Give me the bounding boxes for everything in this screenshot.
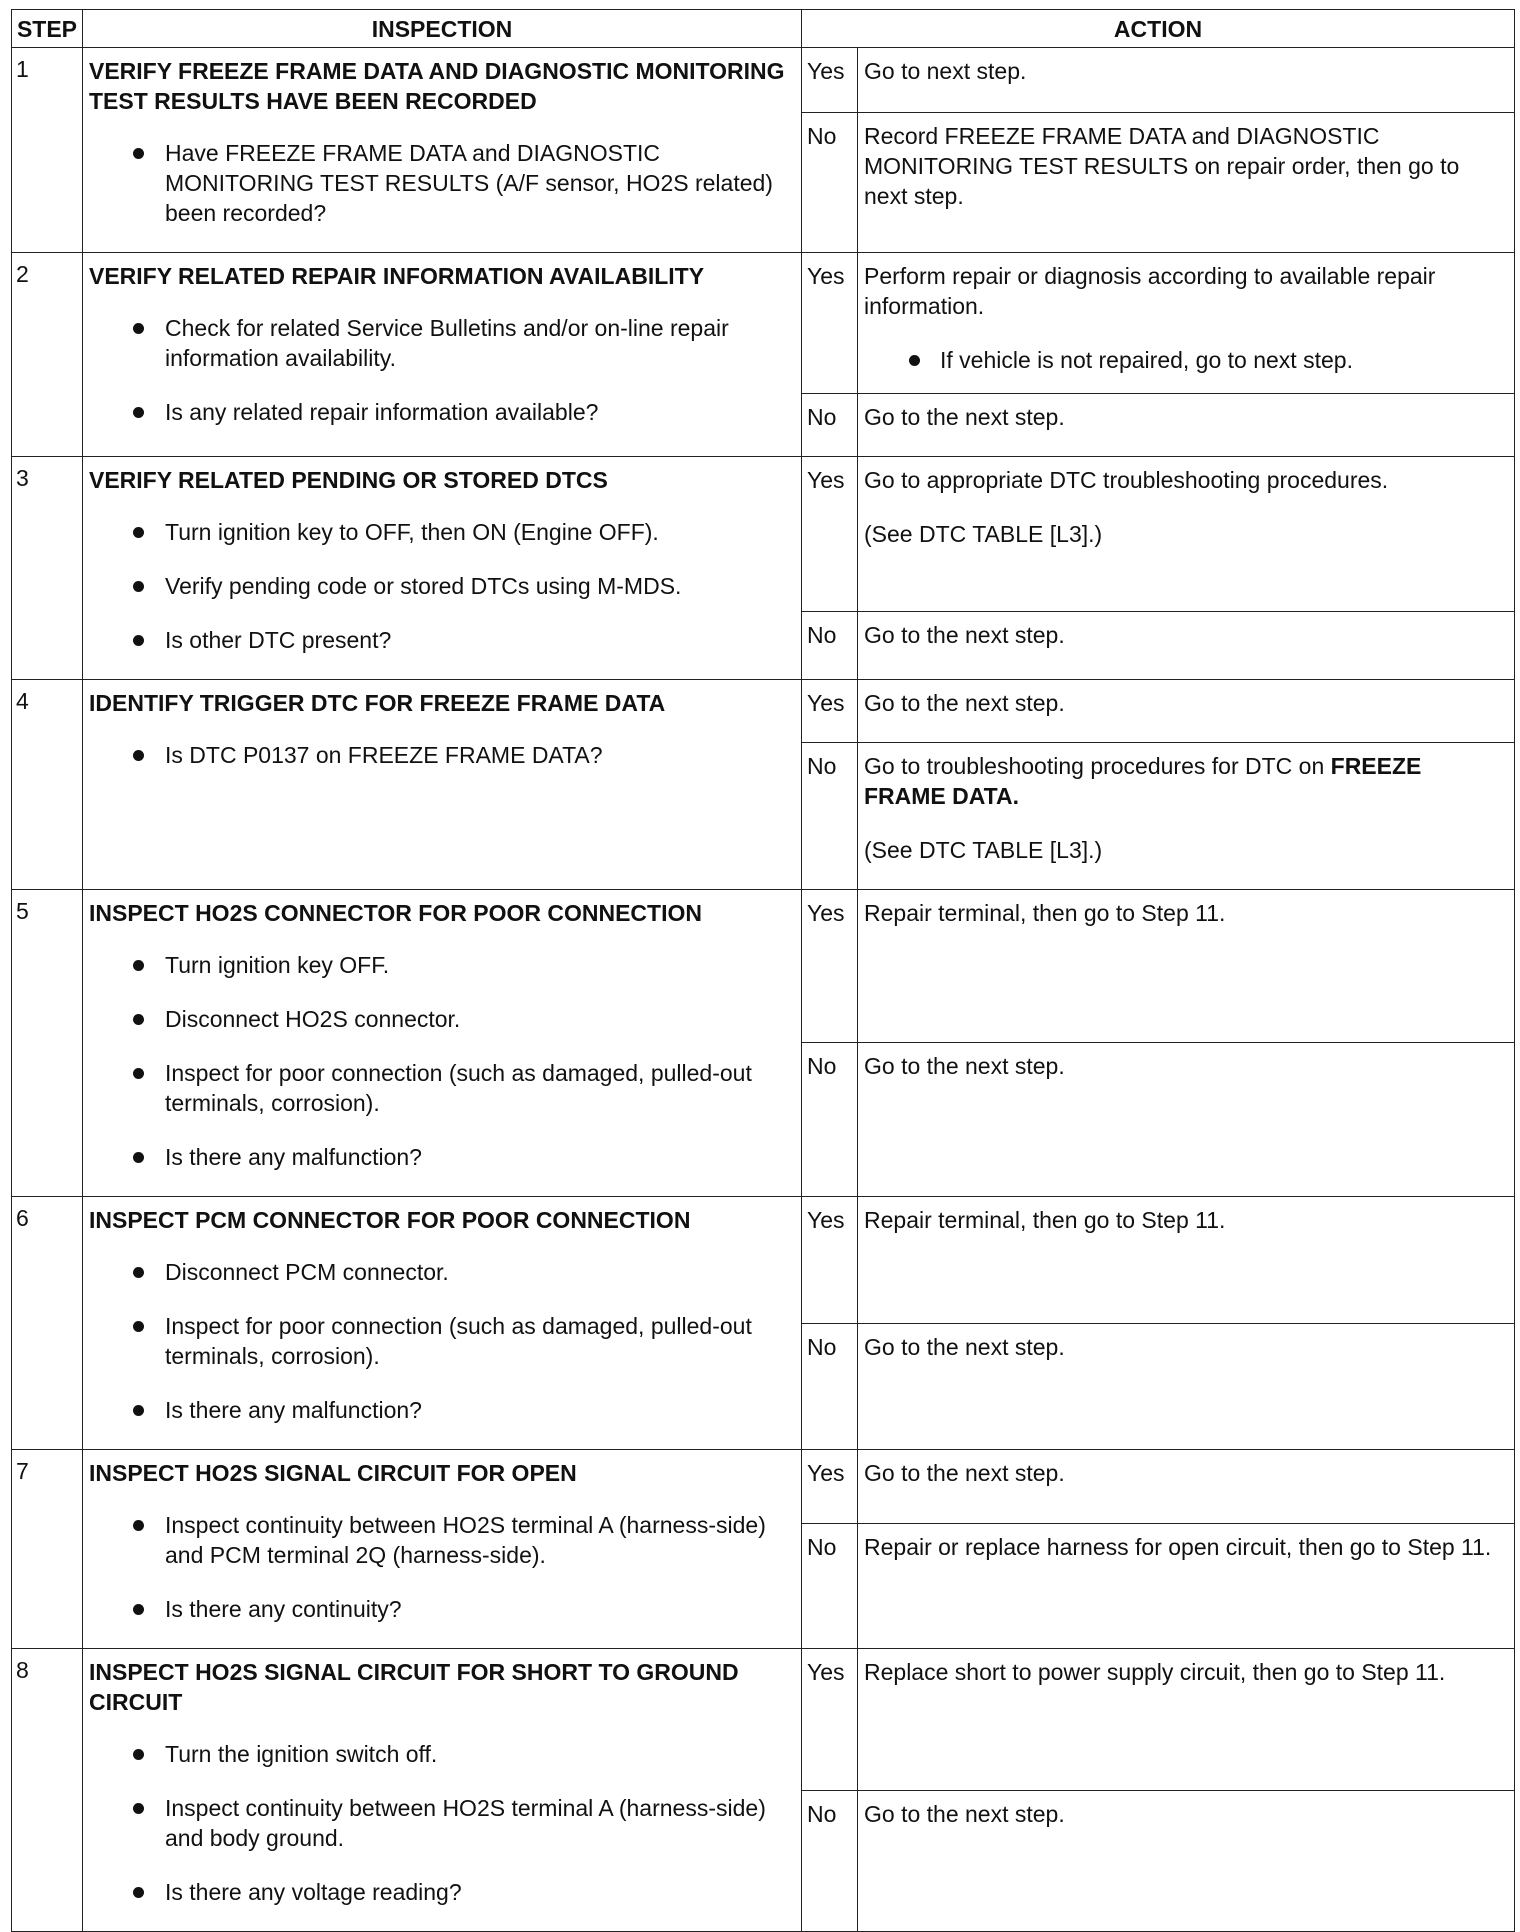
no-label: No bbox=[802, 113, 858, 253]
yes-label: Yes bbox=[802, 253, 858, 394]
inspection-bullet: Inspect continuity between HO2S terminal A (harness-side) and PCM terminal 2Q (harness-side). bbox=[89, 1510, 793, 1570]
step-row-4-yes bbox=[12, 680, 1515, 743]
inspection-bullet: Turn ignition key to OFF, then ON (Engine OFF). bbox=[89, 517, 793, 547]
yes-action: Replace short to power supply circuit, then go to Step 11. bbox=[858, 1649, 1515, 1791]
step-title: INSPECT HO2S SIGNAL CIRCUIT FOR SHORT TO GROUND CIRCUIT bbox=[89, 1659, 739, 1715]
step-number: 1 bbox=[12, 48, 83, 253]
inspection-bullet: Turn the ignition switch off. bbox=[89, 1739, 793, 1769]
yes-label: Yes bbox=[802, 48, 858, 113]
action-bullet: If vehicle is not repaired, go to next step. bbox=[864, 345, 1508, 375]
step-row-6-yes bbox=[12, 1197, 1515, 1324]
table-header-row bbox=[12, 10, 1515, 48]
no-label: No bbox=[802, 1042, 858, 1196]
step-title: INSPECT HO2S SIGNAL CIRCUIT FOR OPEN bbox=[89, 1460, 577, 1486]
step-row-3-yes bbox=[12, 457, 1515, 612]
header-action: ACTION bbox=[802, 10, 1515, 48]
no-label: No bbox=[802, 1324, 858, 1450]
no-action: Go to the next step. bbox=[858, 1042, 1515, 1196]
yes-label: Yes bbox=[802, 1649, 858, 1791]
inspection-bullet: Is DTC P0137 on FREEZE FRAME DATA? bbox=[89, 740, 793, 770]
action-note: (See DTC TABLE [L3].) bbox=[864, 521, 1103, 547]
step-number: 5 bbox=[12, 890, 83, 1197]
no-label: No bbox=[802, 394, 858, 457]
yes-action: Go to the next step. bbox=[858, 1450, 1515, 1524]
inspection-bullet: Is any related repair information available? bbox=[89, 397, 793, 427]
step-title: VERIFY FREEZE FRAME DATA AND DIAGNOSTIC MONITORING TEST RESULTS HAVE BEEN RECORDED bbox=[89, 58, 785, 114]
no-label: No bbox=[802, 612, 858, 680]
inspection-cell bbox=[83, 253, 802, 457]
no-action: Go to the next step. bbox=[858, 1324, 1515, 1450]
inspection-cell bbox=[83, 48, 802, 253]
step-title: INSPECT HO2S CONNECTOR FOR POOR CONNECTION bbox=[89, 900, 702, 926]
yes-action: Repair terminal, then go to Step 11. bbox=[858, 1197, 1515, 1324]
inspection-bullet: Verify pending code or stored DTCs using M-MDS. bbox=[89, 571, 793, 601]
yes-action: Perform repair or diagnosis according to available repair information. If vehicle is not repaired, go to next step. bbox=[858, 253, 1515, 394]
step-row-7-yes bbox=[12, 1450, 1515, 1524]
yes-label: Yes bbox=[802, 1197, 858, 1324]
step-row-1-yes bbox=[12, 48, 1515, 113]
inspection-bullet: Check for related Service Bulletins and/or on-line repair information availability. bbox=[89, 313, 793, 373]
step-title: VERIFY RELATED REPAIR INFORMATION AVAILABILITY bbox=[89, 263, 705, 289]
inspection-cell bbox=[83, 1450, 802, 1649]
inspection-bullet: Is there any continuity? bbox=[89, 1594, 793, 1624]
yes-label: Yes bbox=[802, 680, 858, 743]
inspection-bullet: Disconnect PCM connector. bbox=[89, 1257, 793, 1287]
action-note: (See DTC TABLE [L3].) bbox=[864, 837, 1103, 863]
header-inspection: INSPECTION bbox=[83, 10, 802, 48]
step-title: IDENTIFY TRIGGER DTC FOR FREEZE FRAME DATA bbox=[89, 690, 666, 716]
no-action: Go to troubleshooting procedures for DTC on FREEZE FRAME DATA. (See DTC TABLE [L3].) bbox=[858, 743, 1515, 890]
no-label: No bbox=[802, 1523, 858, 1648]
inspection-cell bbox=[83, 1197, 802, 1450]
step-number: 8 bbox=[12, 1649, 83, 1932]
step-number: 7 bbox=[12, 1450, 83, 1649]
inspection-bullet: Disconnect HO2S connector. bbox=[89, 1004, 793, 1034]
no-label: No bbox=[802, 743, 858, 890]
inspection-bullet: Inspect continuity between HO2S terminal A (harness-side) and body ground. bbox=[89, 1793, 793, 1853]
inspection-bullet: Is there any malfunction? bbox=[89, 1395, 793, 1425]
no-action: Go to the next step. bbox=[858, 394, 1515, 457]
yes-action: Go to the next step. bbox=[858, 680, 1515, 743]
step-row-2-yes bbox=[12, 253, 1515, 394]
yes-label: Yes bbox=[802, 1450, 858, 1524]
inspection-bullet: Have FREEZE FRAME DATA and DIAGNOSTIC MONITORING TEST RESULTS (A/F sensor, HO2S related) been recorded? bbox=[89, 138, 793, 228]
step-number: 4 bbox=[12, 680, 83, 890]
no-action: Go to the next step. bbox=[858, 612, 1515, 680]
inspection-bullet: Is there any voltage reading? bbox=[89, 1877, 793, 1907]
no-action: Go to the next step. bbox=[858, 1790, 1515, 1932]
inspection-bullet: Turn ignition key OFF. bbox=[89, 950, 793, 980]
no-action: Record FREEZE FRAME DATA and DIAGNOSTIC MONITORING TEST RESULTS on repair order, then go to next step. bbox=[858, 113, 1515, 253]
yes-action: Go to appropriate DTC troubleshooting procedures. (See DTC TABLE [L3].) bbox=[858, 457, 1515, 612]
no-action: Repair or replace harness for open circuit, then go to Step 11. bbox=[858, 1523, 1515, 1648]
step-row-5-yes bbox=[12, 890, 1515, 1043]
inspection-cell bbox=[83, 680, 802, 890]
yes-label: Yes bbox=[802, 890, 858, 1043]
inspection-cell bbox=[83, 457, 802, 680]
step-number: 3 bbox=[12, 457, 83, 680]
inspection-bullet: Is there any malfunction? bbox=[89, 1142, 793, 1172]
step-number: 6 bbox=[12, 1197, 83, 1450]
inspection-cell bbox=[83, 1649, 802, 1932]
yes-action: Go to next step. bbox=[858, 48, 1515, 113]
diagnostic-procedure-table bbox=[11, 9, 1515, 1932]
step-title: VERIFY RELATED PENDING OR STORED DTCS bbox=[89, 467, 608, 493]
inspection-bullet: Inspect for poor connection (such as damaged, pulled-out terminals, corrosion). bbox=[89, 1058, 793, 1118]
step-row-8-yes bbox=[12, 1649, 1515, 1791]
no-label: No bbox=[802, 1790, 858, 1932]
step-title: INSPECT PCM CONNECTOR FOR POOR CONNECTION bbox=[89, 1207, 691, 1233]
yes-action: Repair terminal, then go to Step 11. bbox=[858, 890, 1515, 1043]
inspection-bullet: Inspect for poor connection (such as damaged, pulled-out terminals, corrosion). bbox=[89, 1311, 793, 1371]
inspection-bullet: Is other DTC present? bbox=[89, 625, 793, 655]
inspection-cell bbox=[83, 890, 802, 1197]
header-step: STEP bbox=[12, 10, 83, 48]
yes-label: Yes bbox=[802, 457, 858, 612]
step-number: 2 bbox=[12, 253, 83, 457]
